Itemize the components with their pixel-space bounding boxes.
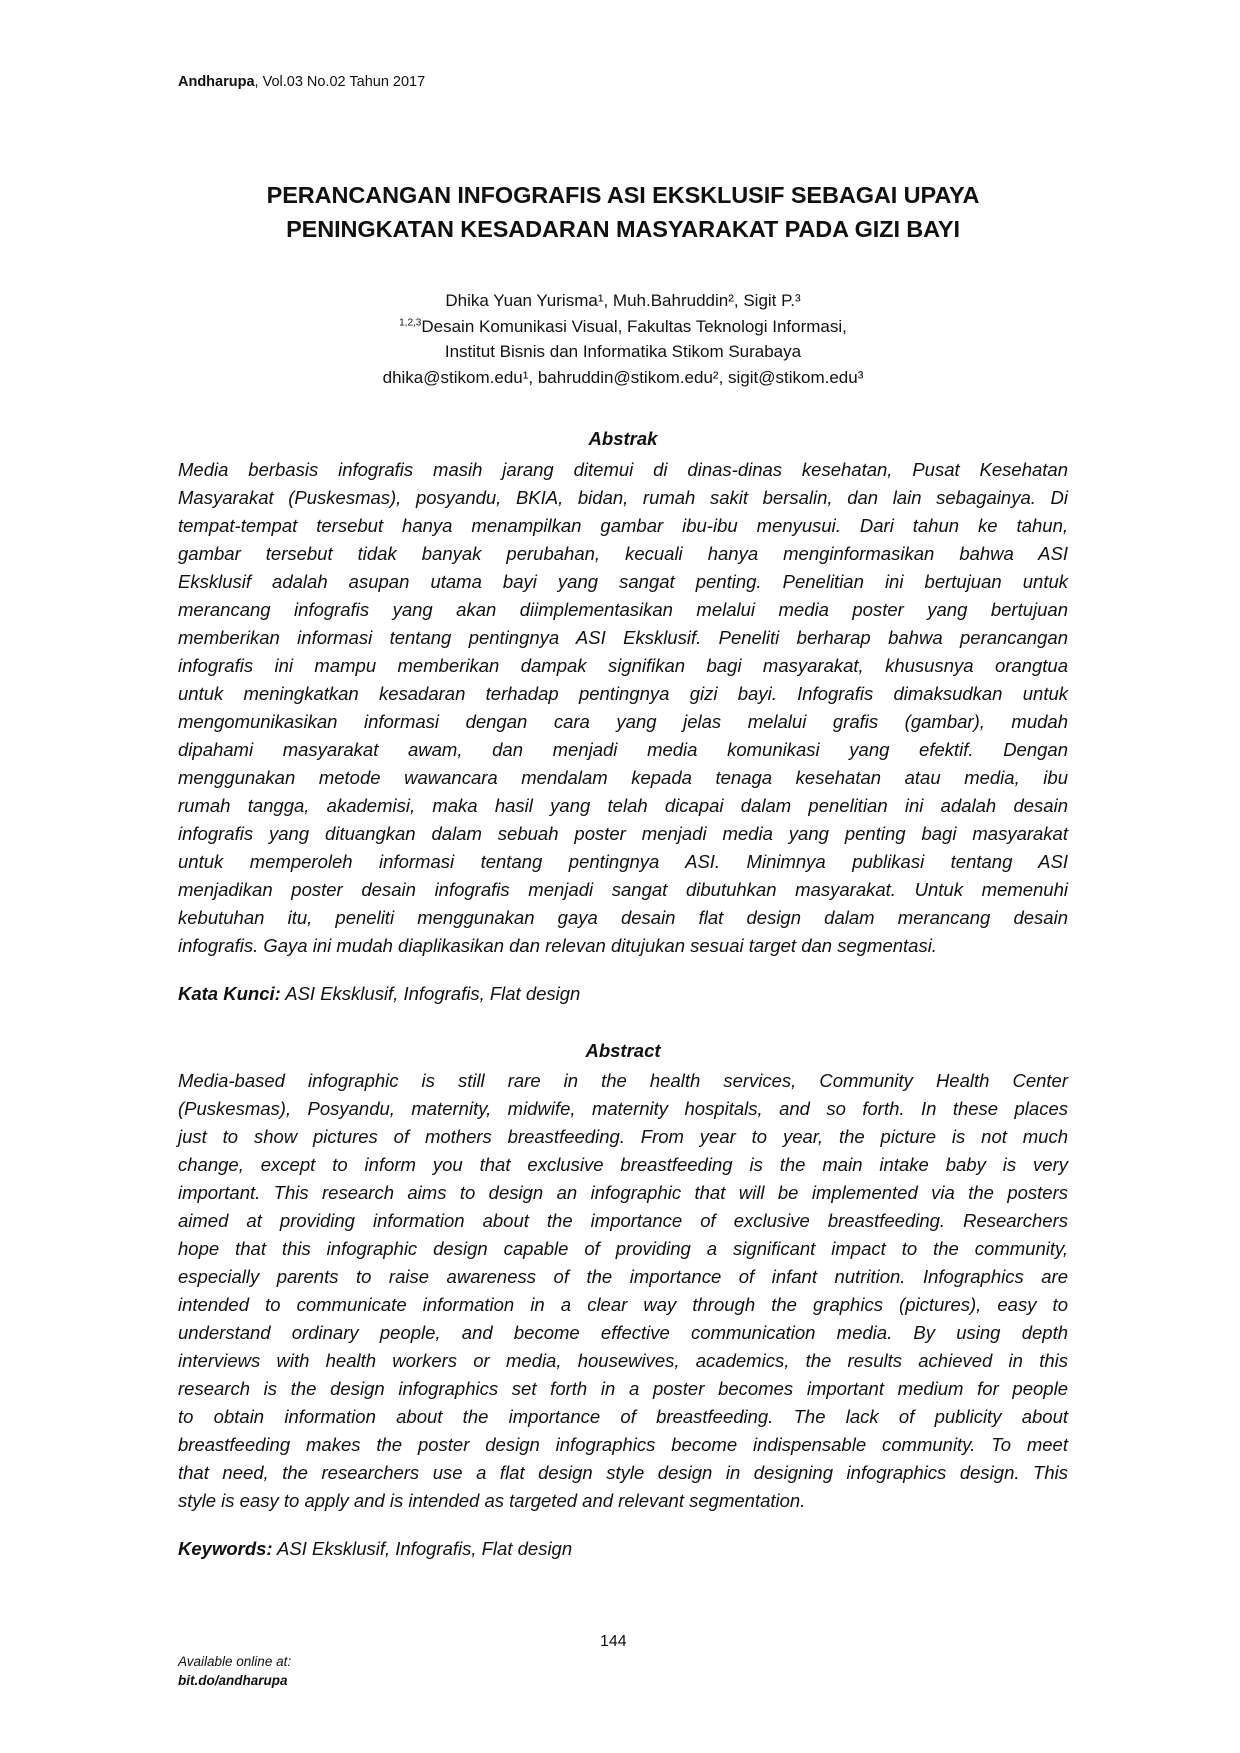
abstrak-line: infografis yang dituangkan dalam sebuah poster menjadi media yang penting bagi masyarakat <box>178 823 1068 844</box>
abstrak-line: infografis ini mampu memberikan dampak signifikan bagi masyarakat, khususnya orangtua <box>178 655 1068 676</box>
abstract-line: aimed at providing information about the importance of exclusive breastfeeding. Researchers <box>178 1210 1068 1231</box>
abstract-line: intended to communicate information in a clear way through the graphics (pictures), easy to <box>178 1294 1068 1315</box>
affiliation-text: Desain Komunikasi Visual, Fakultas Teknologi Informasi, <box>421 316 847 336</box>
abstrak-line: Masyarakat (Puskesmas), posyandu, BKIA, bidan, rumah sakit bersalin, dan lain sebagainya. Di <box>178 487 1068 508</box>
abstract-heading: Abstract <box>585 1040 661 1061</box>
abstract-line: (Puskesmas), Posyandu, maternity, midwife, maternity hospitals, and so forth. In these places <box>178 1098 1068 1119</box>
affiliation-superscript: 1,2,3 <box>399 316 422 328</box>
footer <box>178 1652 291 1690</box>
abstract-line: that need, the researchers use a flat design style design in designing infographics design. This <box>178 1462 1068 1483</box>
author-institution: Institut Bisnis dan Informatika Stikom Surabaya <box>444 342 802 361</box>
abstract-line: breastfeeding makes the poster design infographics become indispensable community. To meet <box>178 1434 1068 1455</box>
abstract-body <box>178 1067 1068 1515</box>
abstrak-line: Media berbasis infografis masih jarang ditemui di dinas-dinas kesehatan, Pusat Kesehatan <box>178 459 1068 480</box>
abstrak-line: memberikan informasi tentang pentingnya ASI Eksklusif. Peneliti berharap bahwa perancangan <box>178 627 1068 648</box>
abstrak-body <box>178 456 1068 960</box>
abstrak-line: untuk memperoleh informasi tentang pentingnya ASI. Minimnya publikasi tentang ASI <box>178 851 1068 872</box>
page-number: 144 <box>600 1633 627 1650</box>
abstrak-line: menggunakan metode wawancara mendalam kepada tenaga kesehatan atau media, ibu <box>178 767 1068 788</box>
kata-kunci <box>178 983 580 1005</box>
abstrak-line: rumah tangga, akademisi, maka hasil yang telah dicapai dalam penelitian ini adalah desain <box>178 795 1068 816</box>
abstract-line: Media-based infographic is still rare in the health services, Community Health Center <box>178 1070 1068 1091</box>
abstrak-line: gambar tersebut tidak banyak perubahan, kecuali hanya menginformasikan bahwa ASI <box>178 543 1068 564</box>
abstrak-line: kebutuhan itu, peneliti menggunakan gaya desain flat design dalam merancang desain <box>178 907 1068 928</box>
abstrak-line: Eksklusif adalah asupan utama bayi yang sangat penting. Penelitian ini bertujuan untuk <box>178 571 1068 592</box>
abstrak-line: dipahami masyarakat awam, dan menjadi media komunikasi yang efektif. Dengan <box>178 739 1068 760</box>
abstrak-heading: Abstrak <box>588 428 658 449</box>
abstract-line: interviews with health workers or media, housewives, academics, the results achieved in this <box>178 1350 1068 1371</box>
author-block <box>178 288 1068 390</box>
abstrak-line: untuk meningkatkan kesadaran terhadap pentingnya gizi bayi. Infografis dimaksudkan untuk <box>178 683 1068 704</box>
abstract-line: important. This research aims to design an infographic that will be implemented via the posters <box>178 1182 1068 1203</box>
running-head <box>178 74 425 90</box>
title-line-2: PENINGKATAN KESADARAN MASYARAKAT PADA GIZI BAYI <box>286 216 960 242</box>
abstract-line: change, except to inform you that exclusive breastfeeding is the main intake baby is very <box>178 1154 1068 1175</box>
abstract-line: to obtain information about the importance of breastfeeding. The lack of publicity about <box>178 1406 1068 1427</box>
abstract-line: hope that this infographic design capable of providing a significant impact to the community, <box>178 1238 1068 1259</box>
keywords <box>178 1538 572 1560</box>
title-line-1: PERANCANGAN INFOGRAFIS ASI EKSKLUSIF SEBAGAI UPAYA <box>266 182 980 208</box>
author-names: Dhika Yuan Yurisma¹, Muh.Bahruddin², Sigit P.³ <box>445 291 801 310</box>
keywords-label: Keywords: <box>178 1538 273 1559</box>
journal-name: Andharupa <box>178 74 255 90</box>
author-affiliation <box>178 314 1068 340</box>
keywords-value: ASI Eksklusif, Infografis, Flat design <box>272 1538 573 1559</box>
abstrak-line: mengomunikasikan informasi dengan cara yang jelas melalui grafis (gambar), mudah <box>178 711 1068 732</box>
footer-url[interactable]: bit.do/andharupa <box>178 1673 288 1688</box>
abstract-line: especially parents to raise awareness of the importance of infant nutrition. Infographics are <box>178 1266 1068 1287</box>
footer-available: Available online at: <box>178 1654 292 1669</box>
author-emails[interactable]: dhika@stikom.edu¹, bahruddin@stikom.edu², sigit@stikom.edu³ <box>382 367 864 387</box>
abstrak-line: infografis. Gaya ini mudah diaplikasikan dan relevan ditujukan sesuai target dan segmentasi. <box>178 935 937 956</box>
abstract-line: style is easy to apply and is intended as targeted and relevant segmentation. <box>178 1490 806 1511</box>
abstract-line: just to show pictures of mothers breastfeeding. From year to year, the picture is not much <box>178 1126 1068 1147</box>
kata-kunci-label: Kata Kunci: <box>178 983 281 1004</box>
journal-volume: , Vol.03 No.02 Tahun 2017 <box>254 74 426 90</box>
abstrak-line: merancang infografis yang akan diimplementasikan melalui media poster yang bertujuan <box>178 599 1068 620</box>
paper-title <box>178 178 1068 246</box>
abstract-line: research is the design infographics set forth in a poster becomes important medium for people <box>178 1378 1068 1399</box>
kata-kunci-value: ASI Eksklusif, Infografis, Flat design <box>280 983 581 1004</box>
abstract-line: understand ordinary people, and become effective communication media. By using depth <box>178 1322 1068 1343</box>
abstrak-line: tempat-tempat tersebut hanya menampilkan gambar ibu-ibu menyusui. Dari tahun ke tahun, <box>178 515 1068 536</box>
abstrak-line: menjadikan poster desain infografis menjadi sangat dibutuhkan masyarakat. Untuk memenuhi <box>178 879 1068 900</box>
